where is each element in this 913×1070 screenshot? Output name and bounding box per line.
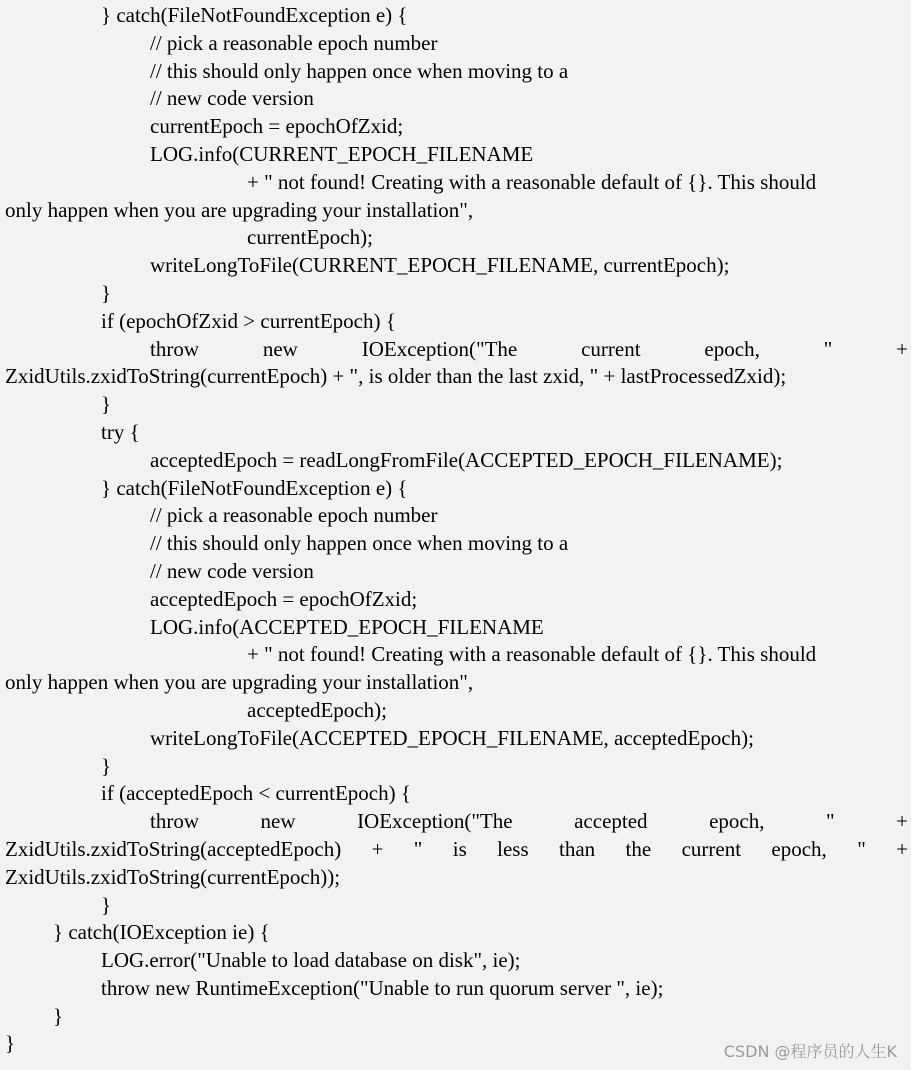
code-word: epoch, [771,836,827,861]
code-line: throw new RuntimeException("Unable to run quorum server ", ie); [101,975,664,1000]
code-line: currentEpoch); [247,225,373,250]
code-line: } [101,280,112,305]
code-word: IOException("The [361,336,518,361]
code-word: throw [150,336,199,361]
code-line: currentEpoch = epochOfZxid; [150,114,404,139]
code-line-justified [5,836,908,864]
code-block [5,2,908,1058]
code-word: + [896,836,908,861]
code-word: + [896,809,908,834]
code-word: the [625,836,652,861]
code-line: acceptedEpoch = readLongFromFile(ACCEPTED_EPOCH_FILENAME); [150,447,783,472]
code-line: // new code version [150,86,314,111]
code-line: LOG.info(ACCEPTED_EPOCH_FILENAME [150,614,544,639]
code-line: } catch(FileNotFoundException e) { [101,475,408,500]
code-line: only happen when you are upgrading your installation", [5,197,474,222]
code-line: // new code version [150,558,314,583]
code-word: " [857,836,866,861]
code-line: } catch(FileNotFoundException e) { [101,3,408,27]
code-line: + " not found! Creating with a reasonable default of {}. This should [247,642,817,667]
code-word: current [681,836,742,861]
code-word: throw [150,809,199,834]
code-word: + [371,836,384,861]
code-word: is [452,836,467,861]
code-word: new [262,336,298,361]
code-word: current [581,336,641,361]
code-line: } catch(IOException ie) { [53,920,270,945]
code-line: // pick a reasonable epoch number [150,30,438,55]
code-line: acceptedEpoch); [247,697,387,722]
code-word: " [826,809,835,834]
code-line: // this should only happen once when moving to a [150,531,569,556]
code-word: epoch, [704,336,760,361]
code-line: } [5,1031,16,1056]
code-line: } [53,1003,64,1028]
code-word: accepted [574,809,648,834]
code-line: writeLongToFile(CURRENT_EPOCH_FILENAME, currentEpoch); [150,253,730,278]
code-word: + [896,336,908,361]
code-line: LOG.error("Unable to load database on disk", ie); [101,948,521,973]
code-word: than [559,836,596,861]
code-line: if (acceptedEpoch < currentEpoch) { [101,781,411,806]
code-line: // this should only happen once when moving to a [150,58,569,83]
code-line-justified [5,336,908,364]
code-line: // pick a reasonable epoch number [150,503,438,528]
code-line-justified [5,808,908,836]
code-line: LOG.info(CURRENT_EPOCH_FILENAME [150,141,534,166]
code-word: new [260,809,296,834]
code-line: } [101,392,112,417]
code-line: only happen when you are upgrading your installation", [5,670,474,695]
code-line: if (epochOfZxid > currentEpoch) { [101,308,396,333]
code-word: IOException("The [357,809,513,834]
code-word: less [497,836,529,861]
code-line: writeLongToFile(ACCEPTED_EPOCH_FILENAME, acceptedEpoch); [150,725,754,750]
code-line: + " not found! Creating with a reasonable default of {}. This should [247,169,817,194]
code-word: " [413,836,423,861]
code-word: epoch, [709,809,765,834]
code-line: } [101,892,112,917]
code-word: " [823,336,833,361]
code-word: ZxidUtils.zxidToString(acceptedEpoch) [5,836,342,861]
code-line: ZxidUtils.zxidToString(currentEpoch) + ", is older than the last zxid, " + lastProcessedZxid); [5,364,787,389]
code-line: ZxidUtils.zxidToString(currentEpoch)); [5,864,341,889]
code-line: } [101,753,112,778]
csdn-watermark: CSDN @程序员的人生K [723,1042,897,1061]
code-line: try { [101,419,140,444]
code-line: acceptedEpoch = epochOfZxid; [150,586,418,611]
